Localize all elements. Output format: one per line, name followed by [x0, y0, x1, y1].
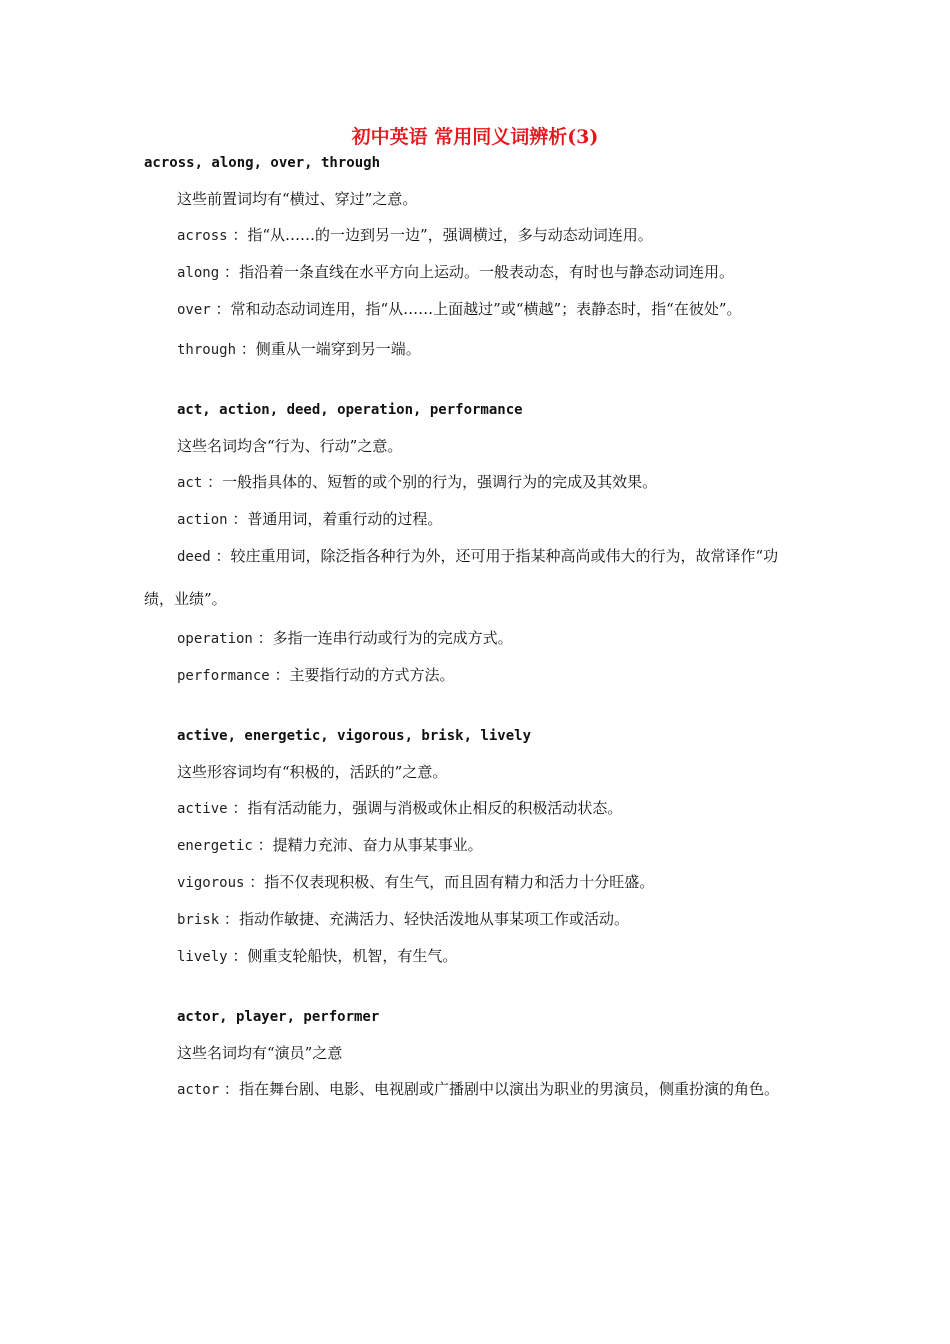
- term: along: [177, 265, 220, 281]
- term: action: [177, 512, 228, 528]
- section-spacer: [144, 362, 808, 398]
- section-spacer: [144, 688, 808, 724]
- definition-text: 提精力充沛、奋力从事某事业。: [272, 836, 483, 854]
- definition-line: [144, 663, 808, 688]
- separator: ：: [202, 473, 223, 491]
- section-intro: 这些前置词均有“横过、穿过”之意。: [177, 190, 418, 208]
- definition-line: [144, 260, 808, 285]
- definition-text: 指在舞台剧、电影、电视剧或广播剧中以演出为职业的男演员，侧重扮演的角色。: [238, 1080, 779, 1098]
- definition-text: 指“从……的一边到另一边”，强调横过，多与动态动词连用。: [247, 226, 653, 244]
- definition-line: [144, 535, 808, 620]
- term: deed: [177, 549, 211, 565]
- definition-line: [144, 833, 808, 858]
- term: vigorous: [177, 875, 245, 891]
- definition-line: [144, 507, 808, 532]
- definition-line: [144, 907, 808, 932]
- separator: ：: [252, 629, 273, 647]
- page-title: 初中英语 常用同义词辨析(3): [351, 126, 599, 148]
- definition-line: [144, 470, 808, 495]
- definition-text: 指有活动能力，强调与消极或休止相反的积极活动状态。: [247, 799, 623, 817]
- separator: ：: [227, 799, 248, 817]
- section-spacer: [144, 969, 808, 1005]
- separator: ：: [219, 910, 239, 928]
- separator: ：: [244, 873, 265, 891]
- term: through: [177, 342, 237, 358]
- term: lively: [177, 949, 228, 965]
- separator: ：: [210, 547, 231, 565]
- section-act: [144, 398, 808, 688]
- definition-text: 常和动态动词连用，指“从……上面越过”或“横越”；表静态时，指“在彼处”。: [230, 300, 742, 318]
- term: operation: [177, 631, 253, 647]
- separator: ：: [227, 947, 248, 965]
- definition-text: 侧重支轮船快，机智，有生气。: [247, 947, 458, 965]
- definition-text: 指动作敏捷、充满活力、轻快活泼地从事某项工作或活动。: [238, 910, 629, 928]
- definition-text: 指不仅表现积极、有生气，而且固有精力和活力十分旺盛。: [264, 873, 655, 891]
- separator: ：: [210, 300, 231, 318]
- term: active: [177, 801, 228, 817]
- separator: ：: [219, 263, 239, 281]
- separator: ：: [236, 340, 256, 358]
- section-heading: active, energetic, vigorous, brisk, lively: [177, 728, 532, 744]
- definition-text: 一般指具体的、短暂的或个别的行为，强调行为的完成及其效果。: [222, 473, 658, 491]
- definition-line: [144, 1068, 808, 1111]
- section-intro: 这些形容词均有“积极的，活跃的”之意。: [177, 763, 448, 781]
- definition-text: 指沿着一条直线在水平方向上运动。一般表动态，有时也与静态动词连用。: [238, 263, 734, 281]
- document-body: [144, 151, 808, 1105]
- definition-text: 较庄重用词，除泛指各种行为外，还可用于指某种高尚或伟大的行为，故常译作“功绩，业绩”。: [144, 547, 779, 608]
- separator: ：: [252, 836, 273, 854]
- definition-line: [144, 288, 808, 331]
- definition-text: 主要指行动的方式方法。: [289, 666, 455, 684]
- section-across: [144, 151, 808, 362]
- term: energetic: [177, 838, 253, 854]
- definition-line: [144, 944, 808, 969]
- definition-text: 侧重从一端穿到另一端。: [255, 340, 421, 358]
- definition-line: [144, 626, 808, 651]
- term: across: [177, 228, 228, 244]
- definition-line: [144, 870, 808, 895]
- term: act: [177, 475, 203, 491]
- section-heading: across, along, over, through: [144, 155, 381, 171]
- section-active: [144, 724, 808, 969]
- definition-line: [144, 223, 808, 248]
- separator: ：: [269, 666, 290, 684]
- definition-text: 多指一连串行动或行为的完成方式。: [272, 629, 513, 647]
- section-actor: [144, 1005, 808, 1111]
- separator: ：: [227, 510, 248, 528]
- term: performance: [177, 668, 270, 684]
- separator: ：: [219, 1080, 239, 1098]
- section-intro: 这些名词均有“演员”之意: [177, 1044, 343, 1062]
- term: brisk: [177, 912, 220, 928]
- separator: ：: [227, 226, 248, 244]
- section-intro: 这些名词均含“行为、行动”之意。: [177, 437, 403, 455]
- definition-line: [144, 337, 808, 362]
- term: actor: [177, 1082, 220, 1098]
- section-heading: act, action, deed, operation, performance: [177, 402, 523, 418]
- definition-text: 普通用词，着重行动的过程。: [247, 510, 443, 528]
- definition-line: [144, 796, 808, 821]
- section-heading: actor, player, performer: [177, 1009, 380, 1025]
- term: over: [177, 302, 211, 318]
